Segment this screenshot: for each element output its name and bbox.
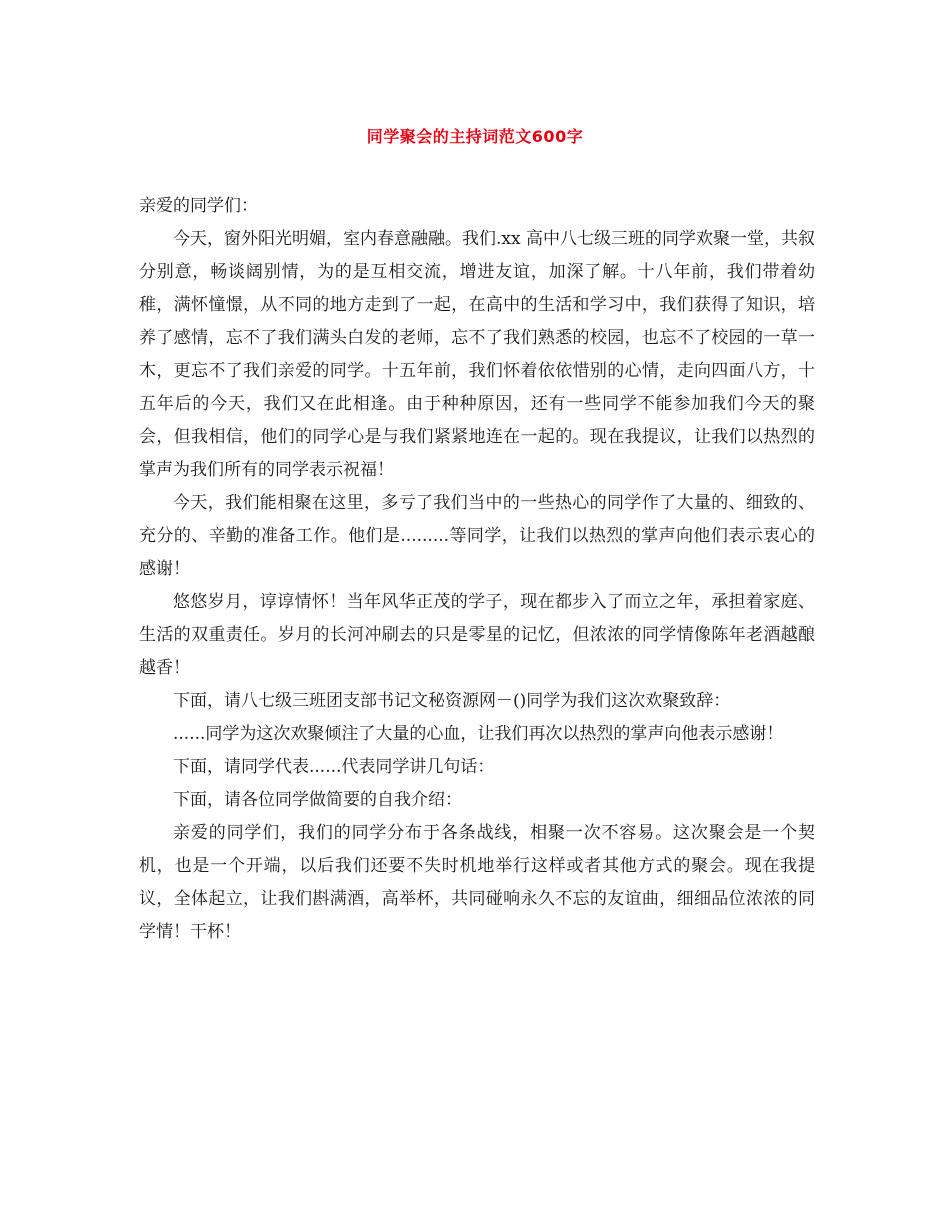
paragraph-toast: 亲爱的同学们，我们的同学分布于各条战线，相聚一次不容易。这次聚会是一个契机，也是一个开端，以后我们还要不失时机地举行这样或者其他方式的聚会。现在我提议，全体起立，让我们斟满酒，高举杯，共同碰响永久不忘的友谊曲，细细品位浓浓的同学情！干杯！ bbox=[139, 823, 815, 942]
paragraph-secretary-speech: 下面，请八七级三班团支部书记文秘资源网－()同学为我们这次欢聚致辞： bbox=[173, 691, 731, 711]
paragraph-opening: 今天，窗外阳光明媚，室内春意融融。我们.xx 高中八七级三班的同学欢聚一堂，共叙分别意，畅谈阔别情，为的是互相交流，增进友谊，加深了解。十八年前，我们带着幼稚，满怀憧憬，从不同的地方走到了一起，在高中的生活和学习中，我们获得了知识，培养了感情，忘不了我们满头白发的老师，忘不了我们熟悉的校园，也忘不了校园的一草一木，更忘不了我们亲爱的同学。十五年前，我们怀着依依惜别的心情，走向四面八方，十五年后的今天，我们又在此相逢。由于种种原因，还有一些同学不能参加我们今天的聚会，但我相信，他们的同学心是与我们紧紧地连在一起的。现在我提议，让我们以热烈的掌声为我们所有的同学表示祝福！ bbox=[139, 229, 815, 480]
paragraph-thanks-secretary: ......同学为这次欢聚倾注了大量的心血，让我们再次以热烈的掌声向他表示感谢！ bbox=[173, 724, 784, 744]
paragraph-self-introduction: 下面，请各位同学做简要的自我介绍： bbox=[173, 790, 462, 810]
document-body bbox=[139, 190, 815, 949]
greeting-line: 亲爱的同学们： bbox=[139, 196, 258, 216]
paragraph-representative-speech: 下面，请同学代表......代表同学讲几句话： bbox=[173, 757, 495, 777]
document-title: 同学聚会的主持词范文600字 bbox=[366, 127, 584, 146]
paragraph-thanks-organizers: 今天，我们能相聚在这里，多亏了我们当中的一些热心的同学作了大量的、细致的、充分的、辛勤的准备工作。他们是.........等同学，让我们以热烈的掌声向他们表示衷心的感谢！ bbox=[139, 493, 815, 579]
paragraph-reflection: 悠悠岁月，谆谆情怀！当年风华正茂的学子，现在都步入了而立之年，承担着家庭、生活的双重责任。岁月的长河冲刷去的只是零星的记忆，但浓浓的同学情像陈年老酒越酿越香！ bbox=[139, 592, 815, 678]
